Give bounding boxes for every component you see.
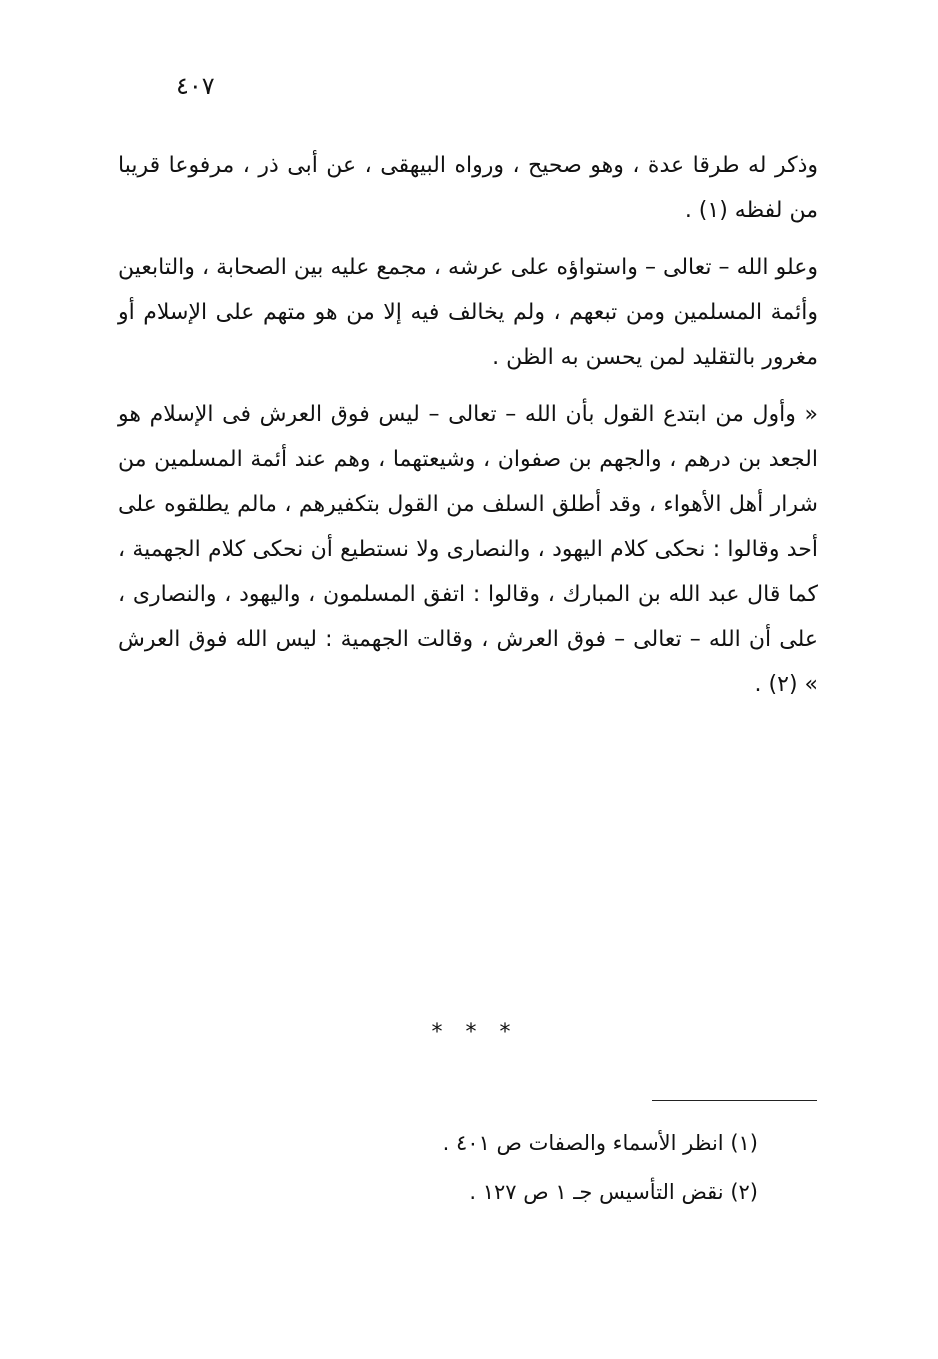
footnote-divider	[652, 1100, 817, 1101]
paragraph: وذكر له طرقا عدة ، وهو صحيح ، ورواه البيهقى ، عن أبى ذر ، مرفوعا قريبا من لفظه (١) .	[118, 153, 818, 223]
footnote-item: (٢) نقض التأسيس جـ ١ ص ١٢٧ .	[469, 1180, 758, 1204]
page-number: ٤٠٧	[176, 72, 215, 100]
body-text	[118, 143, 818, 719]
footnotes	[330, 1130, 758, 1228]
footnote-item: (١) انظر الأسماء والصفات ص ٤٠١ .	[442, 1131, 758, 1155]
section-separator: * * *	[431, 1020, 519, 1045]
paragraph: وعلو الله – تعالى – واستواؤه على عرشه ، مجمع عليه بين الصحابة ، والتابعين وأئمة المسلمين ومن تبعهم ، ولم يخالف فيه إلا من هو متهم على الإسلام أو مغرور بالتقليد لمن يحسن به الظن .	[118, 255, 818, 370]
paragraph: « وأول من ابتدع القول بأن الله – تعالى – ليس فوق العرش فى الإسلام هو الجعد بن درهم ، والجهم بن صفوان ، وشيعتهما ، وهم عند أئمة المسلمين من شرار أهل الأهواء ، وقد أطلق السلف من القول بتكفيرهم ، مالم يطلقوه على أحد وقالوا : نحكى كلام اليهود ، والنصارى ولا نستطيع أن نحكى كلام الجهمية ، كما قال عبد الله بن المبارك ، وقالوا : اتفق المسلمون ، واليهود ، والنصارى ، على أن الله – تعالى – فوق العرش ، وقالت الجهمية : ليس الله فوق العرش » (٢) .	[118, 402, 818, 697]
